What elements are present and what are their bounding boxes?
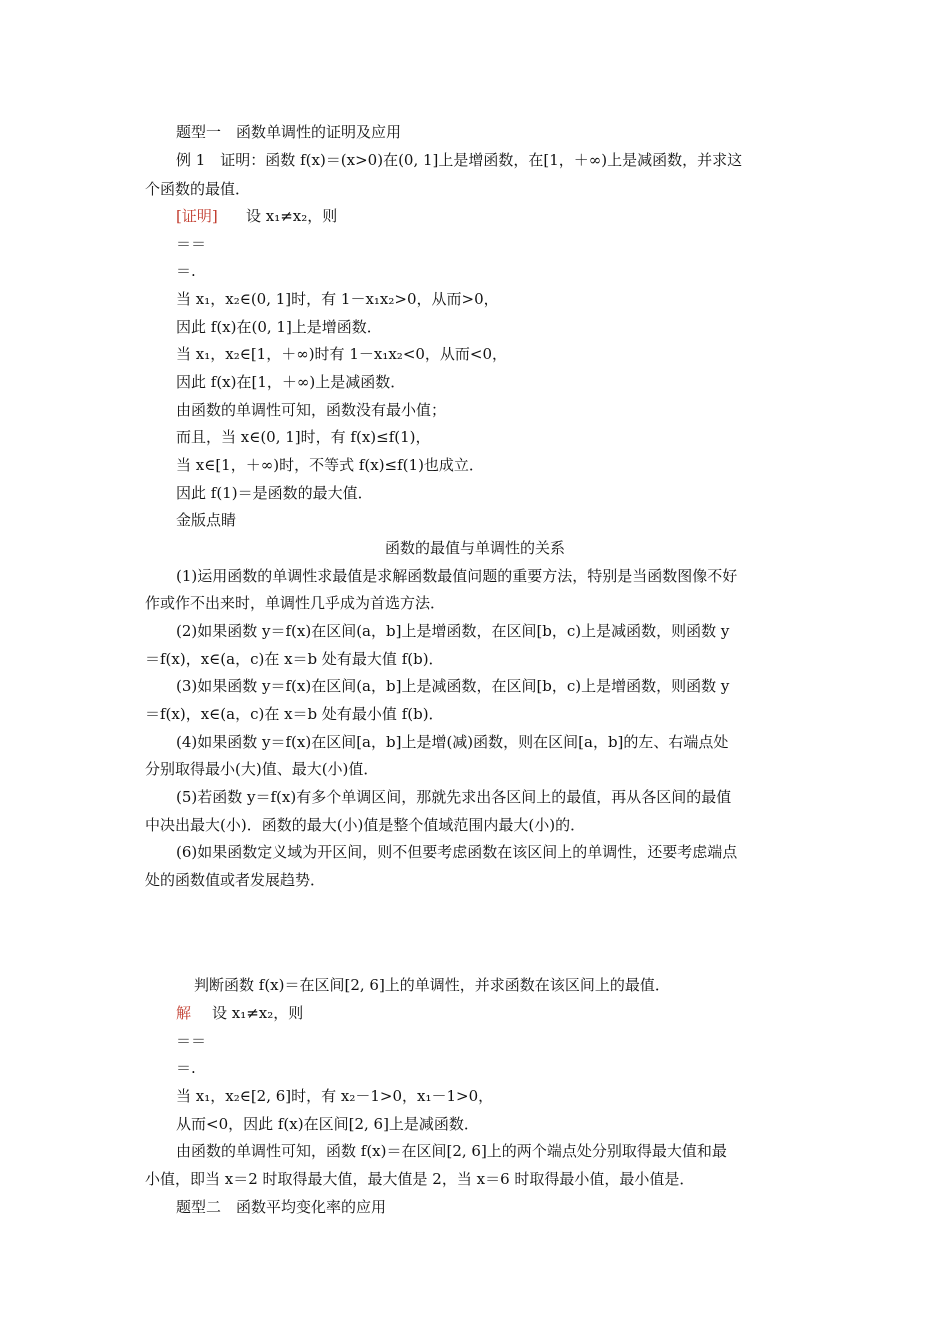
proof-line: 因此 f(x)在[1，＋∞)上是减函数． <box>176 373 406 391</box>
solution-line: 从而<0，因此 f(x)在区间[2, 6]上是减函数． <box>176 1115 479 1133</box>
tip-title: 函数的最值与单调性的关系 <box>384 539 565 557</box>
solution-line: 设 x₁≠x₂，则 <box>212 1004 304 1022</box>
proof-line: 当 x₁，x₂∈[1，＋∞)时有 1－x₁x₂<0，从而<0， <box>176 345 508 363</box>
proof-line: 由函数的单调性可知，函数没有最小值； <box>176 401 447 419</box>
solution-line: ＝. <box>176 1059 196 1077</box>
tip-line: (4)如果函数 y＝f(x)在区间[a，b]上是增(减)函数，则在区间[a，b]的左、右端点处 <box>176 733 729 751</box>
tip-line: (2)如果函数 y＝f(x)在区间(a，b]上是增函数，在区间[b，c)上是减函数，则函数 y <box>176 622 730 640</box>
proof-line: 设 x₁≠x₂，则 <box>246 207 338 225</box>
proof-line: ＝. <box>176 262 196 280</box>
tip-line: (1)运用函数的单调性求最值是求解函数最值问题的重要方法，特别是当函数图像不好 <box>176 567 738 585</box>
proof-line: 而且，当 x∈(0, 1]时，有 f(x)≤f(1)， <box>176 428 431 446</box>
solution-line: 由函数的单调性可知，函数 f(x)＝在区间[2, 6]上的两个端点处分别取得最大值和最 <box>176 1142 727 1160</box>
tip-line: (5)若函数 y＝f(x)有多个单调区间，那就先求出各区间上的最值，再从各区间的最值 <box>176 788 732 806</box>
example1-line1: 例 1 证明：函数 f(x)＝(x>0)在(0, 1]上是增函数，在[1，＋∞)上是减函数，并求这 <box>176 151 743 169</box>
solution-line: 当 x₁，x₂∈[2, 6]时，有 x₂－1>0，x₁－1>0， <box>176 1087 494 1105</box>
section1-title: 题型一 函数单调性的证明及应用 <box>176 123 402 141</box>
tip-line: 作或作不出来时，单调性几乎成为首选方法． <box>145 594 446 612</box>
solution-line: ＝＝ <box>176 1032 207 1050</box>
tip-line: 中决出最大(小)．函数的最大(小)值是整个值域范围内最大(小)的． <box>145 816 586 834</box>
section2-title: 题型二 函数平均变化率的应用 <box>176 1198 387 1216</box>
tip-line: ＝f(x)，x∈(a，c)在 x＝b 处有最大值 f(b)． <box>145 650 444 668</box>
proof-line: 因此 f(1)＝是函数的最大值． <box>176 484 373 502</box>
proof-label: [证明] <box>176 207 218 225</box>
tip-line: (6)如果函数定义域为开区间，则不但要考虑函数在该区间上的单调性，还要考虑端点 <box>176 843 738 861</box>
proof-line: 当 x∈[1，＋∞)时，不等式 f(x)≤f(1)也成立． <box>176 456 484 474</box>
tip-label: 金版点睛 <box>176 511 237 529</box>
exercise-question: 判断函数 f(x)＝在区间[2, 6]上的单调性，并求函数在该区间上的最值． <box>194 976 670 994</box>
tip-line: (3)如果函数 y＝f(x)在区间(a，b]上是减函数，在区间[b，c)上是增函数，则函数 y <box>176 677 730 695</box>
tip-line: 分别取得最小(大)值、最大(小)值． <box>145 760 379 778</box>
proof-line: 当 x₁，x₂∈(0, 1]时，有 1－x₁x₂>0，从而>0， <box>176 290 499 308</box>
example1-line2: 个函数的最值． <box>145 180 251 198</box>
tip-line: ＝f(x)，x∈(a，c)在 x＝b 处有最小值 f(b)． <box>145 705 444 723</box>
solution-label: 解 <box>176 1004 192 1022</box>
proof-line: ＝＝ <box>176 235 207 253</box>
tip-line: 处的函数值或者发展趋势． <box>145 871 326 889</box>
solution-line: 小值，即当 x＝2 时取得最大值，最大值是 2，当 x＝6 时取得最小值，最小值是． <box>145 1170 695 1188</box>
proof-line: 因此 f(x)在(0, 1]上是增函数． <box>176 318 382 336</box>
